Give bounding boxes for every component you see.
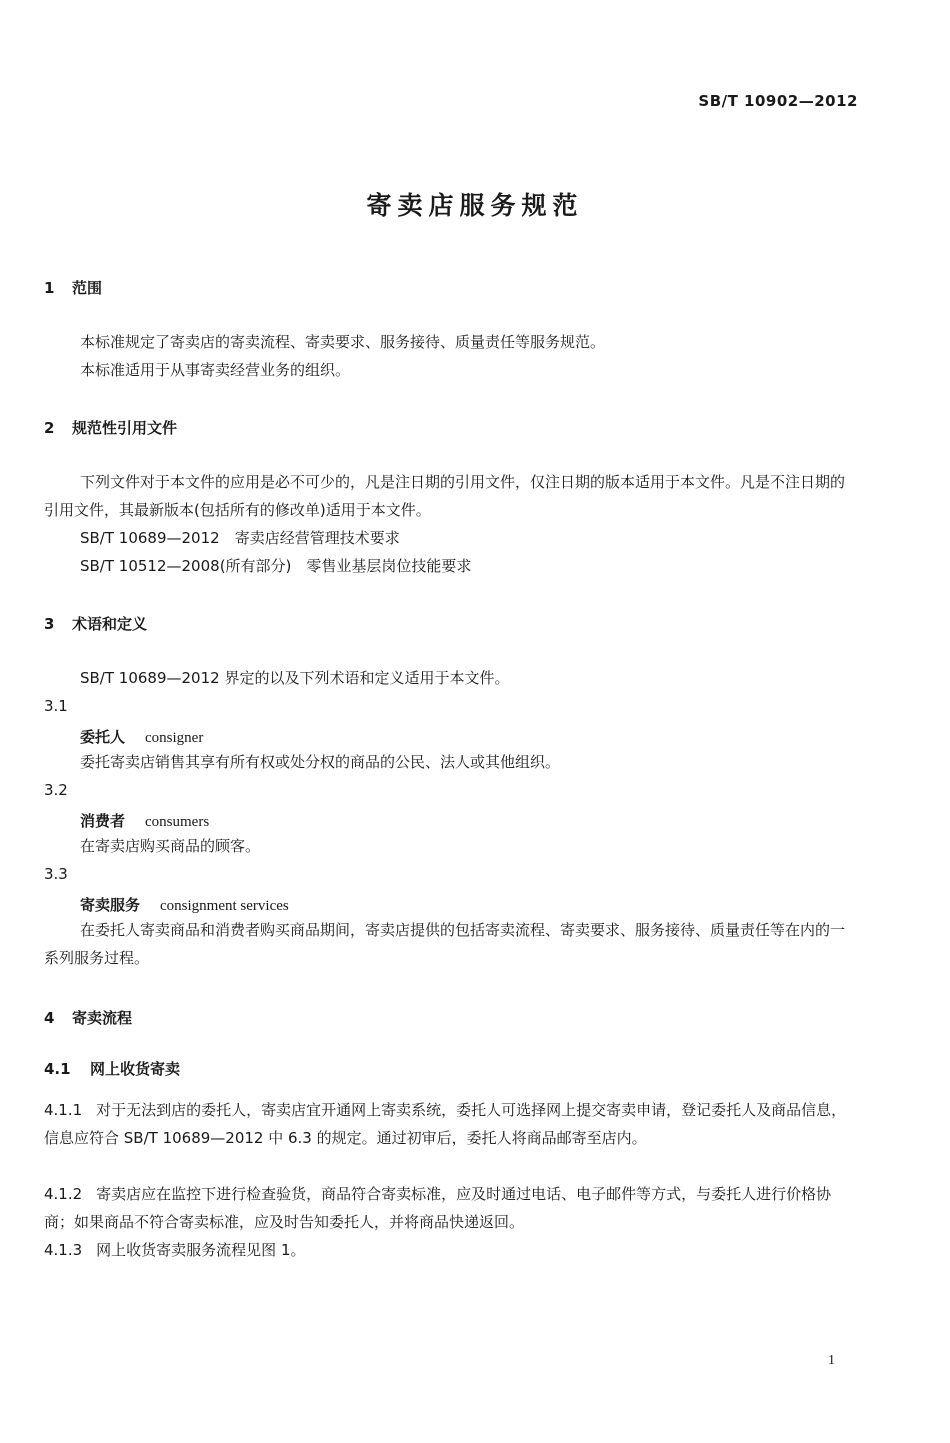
subsection-number: 4.1 xyxy=(44,1060,71,1078)
clause-text: 对于无法到店的委托人，寄卖店宜开通网上寄卖系统，委托人可选择网上提交寄卖申请，登记委托人及商品信息，信息应符合 SB/T 10689—2012 中 6.3 的规定。通过初审后，委托人将商品邮寄至店内。 xyxy=(44,1101,847,1147)
clause-text: 寄卖店应在监控下进行检查验货，商品符合寄卖标准，应及时通过电话、电子邮件等方式，与委托人进行价格协商；如果商品不符合寄卖标准，应及时告知委托人，并将商品快递返回。 xyxy=(44,1185,832,1231)
clause-paragraph xyxy=(44,1096,859,1152)
term-english: consignment services xyxy=(160,898,289,914)
section-2-heading xyxy=(44,417,177,438)
section-number: 3 xyxy=(44,615,55,633)
paragraph: SB/T 10689—2012 界定的以及下列术语和定义适用于本文件。 xyxy=(80,669,510,687)
page-number: 1 xyxy=(828,1353,835,1368)
term-number: 3.1 xyxy=(44,697,68,715)
clause-paragraph xyxy=(44,1236,859,1264)
term-chinese: 寄卖服务 xyxy=(80,896,141,914)
subsection-heading xyxy=(44,1058,180,1079)
section-number: 4 xyxy=(44,1009,55,1027)
clause-paragraph xyxy=(44,1180,859,1236)
section-title: 寄卖流程 xyxy=(72,1009,133,1027)
section-number: 2 xyxy=(44,419,55,437)
term-chinese: 消费者 xyxy=(80,812,126,830)
section-4-heading xyxy=(44,1007,132,1028)
clause-number: 4.1.3 xyxy=(44,1241,83,1259)
term-english: consigner xyxy=(145,730,204,746)
document-title: 寄卖店服务规范 xyxy=(366,191,584,220)
clause-number: 4.1.2 xyxy=(44,1185,83,1203)
section-title: 规范性引用文件 xyxy=(72,419,178,437)
paragraph: 本标准适用于从事寄卖经营业务的组织。 xyxy=(80,361,351,379)
term-number: 3.3 xyxy=(44,865,68,883)
term-definition: 在寄卖店购买商品的顾客。 xyxy=(80,837,261,855)
term-heading xyxy=(80,810,209,831)
term-english: consumers xyxy=(145,814,210,830)
subsection-title: 网上收货寄卖 xyxy=(90,1060,181,1078)
term-definition: 在委托人寄卖商品和消费者购买商品期间，寄卖店提供的包括寄卖流程、寄卖要求、服务接待、质量责任等在内的一系列服务过程。 xyxy=(44,921,846,967)
paragraph: 下列文件对于本文件的应用是必不可少的，凡是注日期的引用文件，仅注日期的版本适用于本文件。凡是不注日期的引用文件，其最新版本(包括所有的修改单)适用于本文件。 xyxy=(44,473,846,519)
term-heading xyxy=(80,726,203,747)
reference-item: SB/T 10512—2008(所有部分) 零售业基层岗位技能要求 xyxy=(80,557,472,575)
standard-number: SB/T 10902—2012 xyxy=(698,92,858,110)
section-title: 术语和定义 xyxy=(72,615,148,633)
term-definition: 委托寄卖店销售其享有所有权或处分权的商品的公民、法人或其他组织。 xyxy=(80,753,561,771)
paragraph: 本标准规定了寄卖店的寄卖流程、寄卖要求、服务接待、质量责任等服务规范。 xyxy=(80,333,606,351)
clause-number: 4.1.1 xyxy=(44,1101,83,1119)
section-1-heading xyxy=(44,277,102,298)
reference-item: SB/T 10689—2012 寄卖店经营管理技术要求 xyxy=(80,529,400,547)
section-number: 1 xyxy=(44,279,55,297)
section-title: 范围 xyxy=(72,279,103,297)
term-number: 3.2 xyxy=(44,781,68,799)
term-heading xyxy=(80,894,289,915)
clause-text: 网上收货寄卖服务流程见图 1。 xyxy=(96,1241,306,1259)
term-chinese: 委托人 xyxy=(80,728,126,746)
section-3-heading xyxy=(44,613,147,634)
